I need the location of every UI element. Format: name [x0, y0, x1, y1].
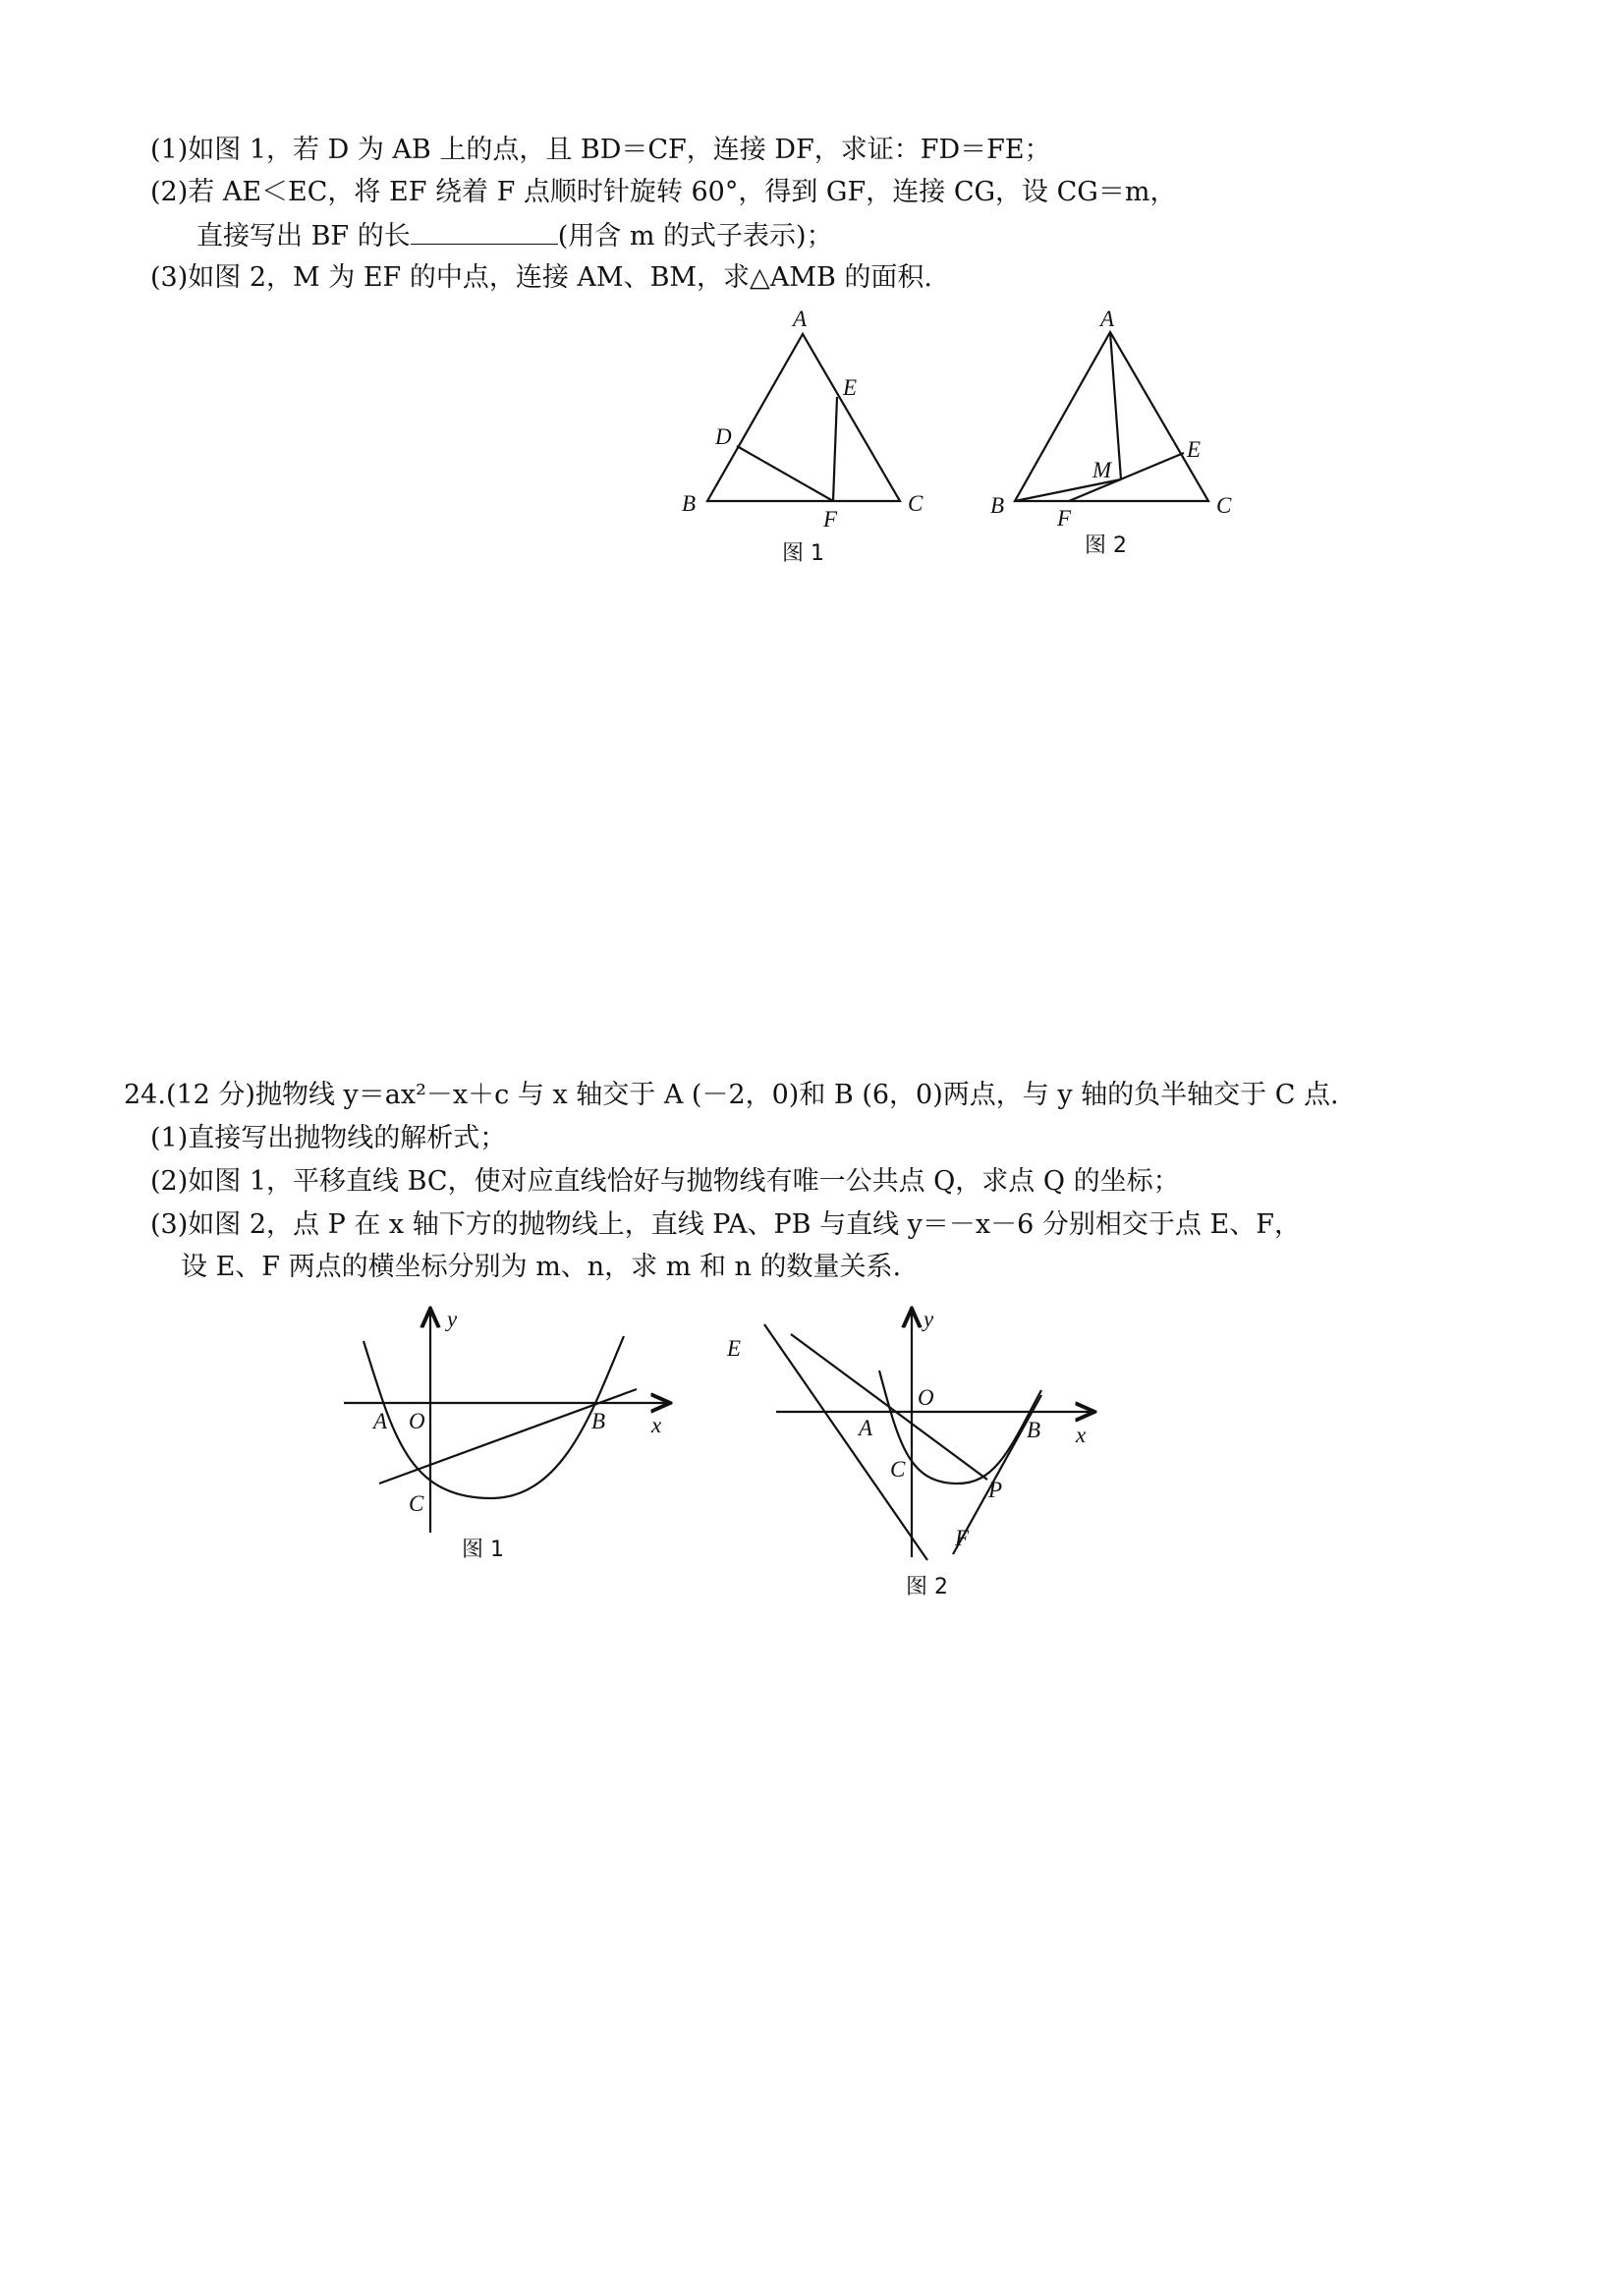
- p23-q2-prefix: 直接写出 BF 的长: [196, 221, 411, 252]
- label-o: O: [918, 1385, 934, 1410]
- label-b: B: [1027, 1418, 1041, 1442]
- p24-question-2: (2)如图 1，平移直线 BC，使对应直线恰好与抛物线有唯一公共点 Q，求点 Q 的坐标；: [150, 1166, 1180, 1197]
- p24-question-1: (1)直接写出抛物线的解析式；: [150, 1123, 507, 1153]
- caption: 图 2: [1085, 533, 1127, 558]
- label-c: C: [890, 1457, 906, 1482]
- label-b: B: [682, 491, 697, 516]
- label-a: A: [1100, 307, 1115, 331]
- segment-df: [737, 446, 833, 501]
- label-y: y: [923, 1307, 934, 1331]
- label-a: A: [859, 1416, 873, 1440]
- segment-fe: [1069, 453, 1184, 501]
- p24-stem: 24.(12 分)抛物线 y＝ax²－x＋c 与 x 轴交于 A (－2，0)和 B (6，0)两点，与 y 轴的负半轴交于 C 点.: [124, 1080, 1339, 1110]
- p24-figure-1: [334, 1297, 688, 1576]
- label-x: x: [651, 1413, 662, 1437]
- p24-question-3-cont: 设 E、F 两点的横坐标分别为 m、n，求 m 和 n 的数量关系.: [181, 1252, 902, 1282]
- line-y-neg-x-6: [764, 1324, 927, 1560]
- label-b: B: [591, 1409, 606, 1433]
- label-d: D: [715, 424, 732, 449]
- label-b: B: [990, 493, 1005, 518]
- p24-question-3: (3)如图 2，点 P 在 x 轴下方的抛物线上，直线 PA、PB 与直线 y＝－x－6 分别相交于点 E、F，: [150, 1209, 1301, 1240]
- label-f: F: [823, 507, 838, 532]
- p23-question-2: (2)若 AE＜EC，将 EF 绕着 F 点顺时针旋转 60°，得到 GF，连接 CG，设 CG＝m，: [150, 177, 1177, 207]
- label-p: P: [988, 1478, 1003, 1502]
- label-f: F: [955, 1526, 970, 1550]
- label-e: E: [843, 375, 858, 400]
- label-o: O: [409, 1409, 425, 1433]
- answer-blank: [411, 218, 558, 245]
- triangle-abc: [707, 334, 900, 501]
- label-y: y: [447, 1307, 458, 1331]
- segment-am: [1110, 332, 1121, 479]
- p23-question-2-cont: [196, 218, 833, 253]
- label-m: M: [1092, 458, 1112, 482]
- p23-q2-suffix: (用含 m 的式子表示)；: [557, 221, 833, 252]
- p23-figure-1: [668, 295, 943, 584]
- label-a: A: [373, 1409, 388, 1433]
- segment-bm: [1015, 479, 1121, 501]
- caption: 图 1: [462, 1538, 504, 1562]
- label-c: C: [409, 1491, 424, 1516]
- label-e: E: [1187, 437, 1202, 462]
- caption: 图 1: [782, 541, 824, 566]
- label-x: x: [1076, 1423, 1087, 1447]
- label-c: C: [908, 491, 923, 516]
- p24-figure-2: [717, 1297, 1110, 1615]
- label-c: C: [1216, 493, 1232, 518]
- label-f: F: [1057, 506, 1072, 531]
- p23-question-1: (1)如图 1，若 D 为 AB 上的点，且 BD＝CF，连接 DF，求证：FD＝FE；: [150, 135, 1051, 165]
- caption: 图 2: [906, 1575, 948, 1599]
- segment-fe: [833, 397, 837, 501]
- label-a: A: [793, 307, 808, 331]
- p23-figure-2: [982, 295, 1258, 584]
- p23-question-3: (3)如图 2，M 为 EF 的中点，连接 AM、BM，求△AMB 的面积.: [150, 262, 932, 293]
- label-e: E: [727, 1336, 742, 1361]
